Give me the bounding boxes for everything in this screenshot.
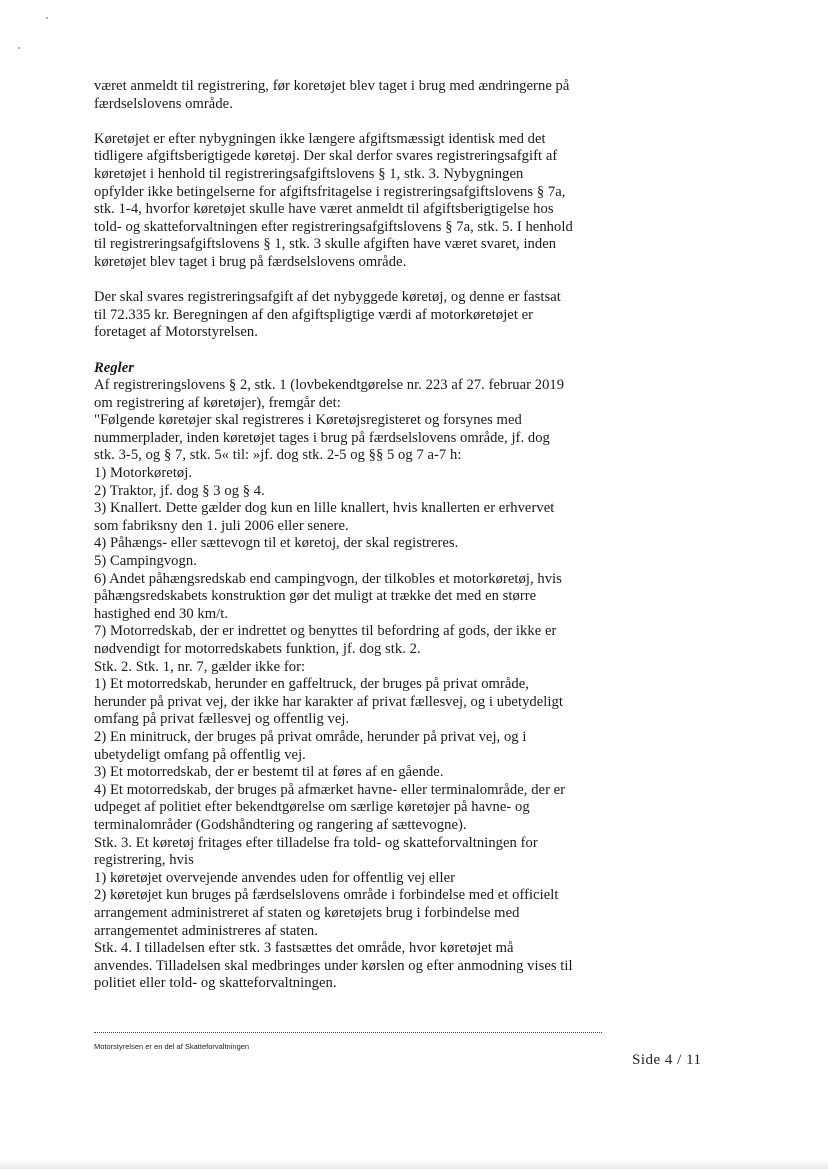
rule-line: herunder på privat vej, der ikke har karakter af privat fællesvej, og i ubetydeligt [94,693,563,710]
text-line: Der skal svares registreringsafgift af det nybyggede køretøj, og denne er fastsat [94,289,561,306]
text-line: told- og skatteforvaltningen efter registreringsafgiftslovens § 7a, stk. 5. I henhold [94,218,573,235]
rule-line: 7) Motorredskab, der er indrettet og benyttes til befordring af gods, der ikke er [94,623,557,640]
rule-line: 1) Motorkøretøj. [94,465,193,482]
rule-line: som fabriksny den 1. juli 2006 eller senere. [94,517,349,534]
text-line: stk. 1-4, hvorfor køretøjet skulle have været anmeldt til afgiftsberigtigelse hos [94,201,554,218]
text-line: foretaget af Motorstyrelsen. [94,324,258,341]
scan-speck [46,17,48,19]
text-line: færdselslovens område. [94,95,233,112]
text-line: til registreringsafgiftslovens § 1, stk. 3 skulle afgiften have været svaret, inden [94,236,557,253]
rule-line: politiet eller told- og skatteforvaltningen. [94,975,337,992]
footer-divider [94,1032,602,1033]
rule-line: "Følgende køretøjer skal registreres i Køretøjsregisteret og forsynes med [94,412,522,429]
text-line: tidligere afgiftsberigtigede køretøj. Der skal derfor svares registreringsafgift af [94,148,558,165]
rule-line: ubetydeligt omfang på offentlig vej. [94,746,306,763]
text-line: opfylder ikke betingelserne for afgiftsfritagelse i registreringsafgiftslovens § 7a, [94,183,566,200]
paragraph-2 [94,131,614,272]
text-line: køretøjet i henhold til registreringsafgiftslovens § 1, stk. 3. Nybygningen [94,165,524,182]
footer-note: Motorstyrelsen er en del af Skatteforvaltningen [94,1042,250,1051]
rule-line: arrangementet administreres af staten. [94,922,318,939]
rule-line: Stk. 4. I tilladelsen efter stk. 3 fastsættes det område, hvor køretøjet må [94,940,514,957]
scan-edge [0,1160,828,1169]
rule-line: 3) Et motorredskab, der er bestemt til at føres af en gående. [94,764,444,781]
page-number: Side 4 / 11 [632,1052,702,1068]
rule-line: 1) Et motorredskab, herunder en gaffeltruck, der bruges på privat område, [94,676,529,693]
paragraph-3 [94,289,614,342]
rule-line: omfang på privat fællesvej og offentlig vej. [94,711,350,728]
rule-line: terminalområder (Godshåndtering og rangering af sættevogne). [94,816,467,833]
rule-line: arrangement administreret af staten og køretøjets brug i forbindelse med [94,904,520,921]
rule-line: stk. 3-5, og § 7, stk. 5« til: »jf. dog stk. 2-5 og §§ 5 og 7 a-7 h: [94,447,462,464]
rule-line: nødvendigt for motorredskabets funktion, jf. dog stk. 2. [94,641,421,657]
rule-line: 6) Andet påhængsredskab end campingvogn, der tilkobles et motorkøretøj, hvis [94,570,562,587]
text-line: køretøjet blev taget i brug på færdselslovens område. [94,253,407,270]
text-line: Køretøjet er efter nybygningen ikke længere afgiftsmæssigt identisk med det [94,130,546,147]
rules-section [94,360,614,993]
rule-line: nummerplader, inden køretøjet tages i brug på færdselslovens område, jf. dog [94,429,550,446]
document-body [94,78,614,993]
rule-line: hastighed end 30 km/t. [94,605,229,622]
rule-line: påhængsredskabets konstruktion gør det muligt at trække det med en større [94,588,537,605]
rule-line: 4) Påhængs- eller sættevogn til et køretoj, der skal registreres. [94,535,459,552]
rule-line: 2) En minitruck, der bruges på privat område, herunder på privat vej, og i [94,728,527,745]
scan-speck [18,47,20,49]
rule-line: om registrering af køretøjer), fremgår det: [94,394,341,411]
rule-line: 2) Traktor, jf. dog § 3 og § 4. [94,482,265,499]
rule-line: 3) Knallert. Dette gælder dog kun en lille knallert, hvis knallerten er erhvervet [94,500,555,517]
rule-line: 1) køretøjet overvejende anvendes uden for offentlig vej eller [94,869,456,886]
rule-line: Stk. 2. Stk. 1, nr. 7, gælder ikke for: [94,658,306,675]
text-line: været anmeldt til registrering, før koretøjet blev taget i brug med ændringerne på [94,78,570,94]
rule-line: Af registreringslovens § 2, stk. 1 (lovbekendtgørelse nr. 223 af 27. februar 2019 [94,377,565,394]
paragraph-1 [94,78,614,113]
rule-line: 5) Campingvogn. [94,553,197,570]
rule-line: anvendes. Tilladelsen skal medbringes under kørslen og efter anmodning vises til [94,957,573,974]
rules-text [94,377,614,993]
rule-line: 4) Et motorredskab, der bruges på afmærket havne- eller terminalområde, der er [94,781,566,798]
rule-line: registrering, hvis [94,852,194,869]
text-line: til 72.335 kr. Beregningen af den afgiftspligtige værdi af motorkøretøjet er [94,306,534,323]
section-heading: Regler [94,359,135,376]
rule-line: udpeget af politiet efter bekendtgørelse om særlige køretøjer på havne- og [94,799,530,816]
rule-line: 2) køretøjet kun bruges på færdselslovens område i forbindelse med et officielt [94,887,559,904]
rule-line: Stk. 3. Et køretøj fritages efter tilladelse fra told- og skatteforvaltningen for [94,834,538,851]
